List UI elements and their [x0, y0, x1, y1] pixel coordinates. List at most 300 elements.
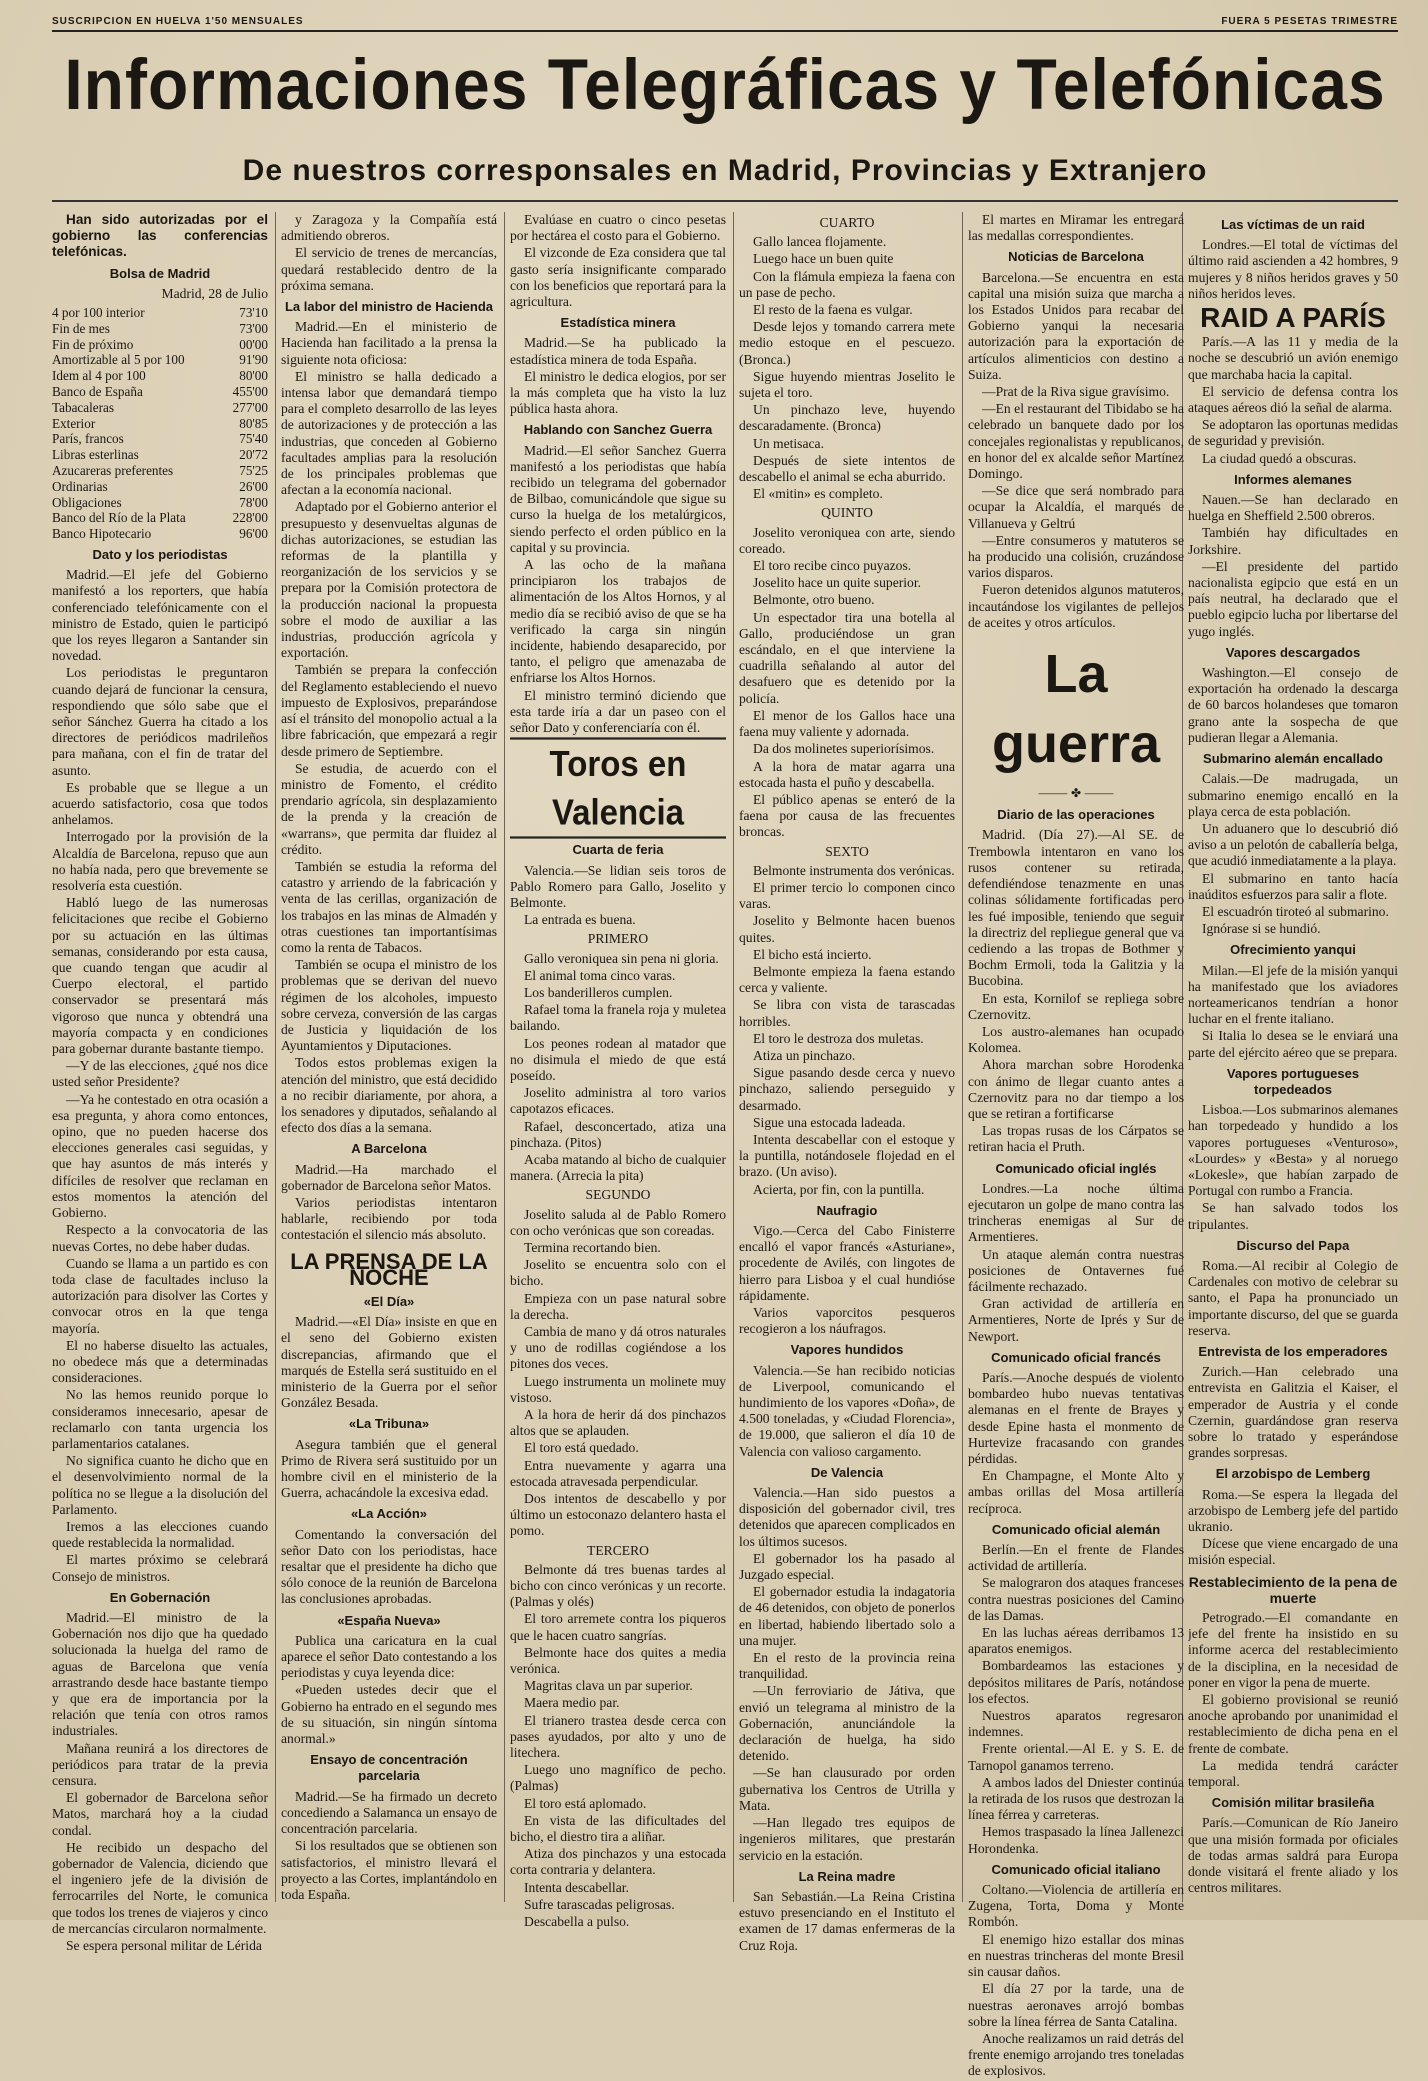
paragraph: Se espera personal militar de Lérida [66, 1938, 262, 1954]
stock-value: 80'85 [239, 415, 268, 431]
paragraph: Fueron detenidos algunos matuteros, incautándose los vigilantes de pellejos de aceites y otros artículos. [968, 582, 1184, 630]
paragraph: Joselito se encuentra solo con el bicho. [510, 1257, 726, 1289]
table-row [52, 352, 268, 368]
paragraph: Termina recortando bien. [524, 1239, 661, 1255]
paragraph: París.—Anoche después de violento bombardeo hubo nuevas tentativas alemanas en el frente de Brayes y desde Epine hasta el monmento de Hurtevize fracasando con grandes pérdidas. [968, 1369, 1184, 1466]
paragraph: El servicio de defensa contra los ataques aéreos dió la señal de alarma. [1188, 383, 1398, 416]
paragraph: Valencia.—Se han recibido noticias de Liverpool, comunicando el hundimiento de los vapores «Doña», de 4.500 toneladas, y «Ciudad Florencia», de 19.000, que salieron el día 10 de Valencia con valioso cargamento. [739, 1362, 955, 1459]
stock-name: París, francos [52, 431, 124, 447]
paragraph: El trianero trastea desde cerca con pases ayudados, por alto y uno de litechera. [510, 1712, 726, 1761]
paragraph: He recibido un despacho del gobernador de Valencia, diciendo que el ingeniero jefe de la división de ferrocarriles del Norte, le comunica que todos los trenes de viajeros y cinco de mercancías circularon normalmente. [52, 1839, 268, 1936]
article-body [281, 1162, 497, 1244]
bull-heading: CUARTO [819, 215, 875, 230]
paragraph: Si Italia lo desea se le enviará una parte del ejército aéreo que se prepara. [1188, 1028, 1398, 1060]
article-body [281, 212, 497, 294]
paragraph: —Han llegado tres equipos de ingenieros militares, que prestarán servicio en la estación. [739, 1815, 955, 1863]
stock-value: 80'00 [239, 368, 268, 384]
paragraph: Acierta, por fin, con la puntilla. [753, 1181, 925, 1197]
paragraph: El toro arremete contra los piqueros que le hacen cuatro sangrías. [510, 1611, 726, 1643]
paragraph: El enemigo hizo estallar dos minas en nuestras trincheras del monte Bresil sin causar daños. [968, 1931, 1184, 1980]
article-body [1188, 1487, 1398, 1569]
article-body [1188, 665, 1398, 746]
article-body [739, 1363, 955, 1460]
paragraph: Adaptado por el Gobierno anterior el presupuesto y desenvueltas algunas de dichas autorizaciones, se estudian las reformas de la plantilla y reorganización de los servicios y se prepara por la Comisión protectora de la producción nacional la propuesta sobre el modo de auxiliar a las industrias, producción agrícola y exportación. [281, 499, 497, 661]
stock-name: Banco del Río de la Plata [52, 510, 186, 526]
paragraph: París.—A las 11 y media de la noche se descubrió un avión enemigo que marchaba hacia la capital. [1188, 334, 1398, 382]
section-heading: En Gobernación [109, 1589, 211, 1605]
paragraph: Valencia.—Se lidian seis toros de Pablo Romero para Gallo, Joselito y Belmonte. [510, 862, 726, 910]
section-heading: «La Tribuna» [348, 1416, 430, 1432]
paragraph: Roma.—Se espera la llegada del arzobispo de Lemberg jefe del partido ukranio. [1188, 1486, 1398, 1535]
section-heading: Entrevista de los emperadores [1198, 1344, 1388, 1359]
section-heading: Naufragio [816, 1202, 878, 1218]
paragraph: Coltano.—Violencia de artillería en Zugena, Torta, Doma y Monte Rombón. [968, 1882, 1184, 1930]
paragraph: El toro le destroza dos muletas. [753, 1030, 924, 1046]
paragraph: Berlín.—En el frente de Flandes actividad de artillería. [968, 1542, 1184, 1574]
paragraph: A la hora de herir dá dos pinchazos altos que se aplauden. [510, 1407, 726, 1439]
paragraph: En vista de las dificultades del bicho, el diestro tira a aliñar. [510, 1812, 726, 1845]
paragraph: Acaba matando al bicho de cualquier manera. (Arrecia la pita) [510, 1151, 726, 1184]
section-heading: Vapores hundidos [790, 1342, 904, 1358]
paragraph: Sigue huyendo mientras Joselito le sujeta el toro. [739, 368, 955, 401]
paragraph: A la hora de matar agarra una estocada hasta el puño y descabella. [739, 758, 955, 790]
section-heading: La labor del ministro de Hacienda [284, 299, 494, 315]
article-body [510, 1207, 726, 1540]
paragraph: El martes próximo se celebrará Consejo de ministros. [52, 1552, 268, 1584]
paragraph: Madrid.—El jefe del Gobierno manifestó a los reporters, que había conferenciado telefónicamente con el ministro de Estado, quien le participó que los reyes llegaron a Santander sin novedad. [52, 567, 268, 664]
paragraph: Respecto a la convocatoria de las nuevas Cortes, no debe haber dudas. [52, 1222, 268, 1254]
paragraph: El no haberse disuelto las actuales, no obedece más que a determinadas consideraciones. [52, 1337, 268, 1386]
paragraph: El bicho está incierto. [753, 946, 872, 962]
paragraph: Las tropas rusas de los Cárpatos se retiran hacia el Pruth. [968, 1123, 1184, 1155]
paragraph: El animal toma cinco varas. [524, 967, 676, 983]
subscription-outside: FUERA 5 PESETAS TRIMESTRE [1221, 16, 1398, 27]
paragraph: También se estudia la reforma del catastro y arriendo de la fabricación y venta de las cerillas, organización de los trabajos en las minas de Almadén y otras cuestiones tan importantísimas como la renta de Tabacos. [281, 858, 497, 955]
section-heading: De Valencia [810, 1464, 884, 1480]
stock-name: Banco Hipotecario [52, 526, 152, 542]
paragraph: Con la flámula empieza la faena con un pase de pecho. [739, 268, 955, 300]
article-body [968, 212, 1184, 244]
article-body [968, 270, 1184, 631]
dateline: Madrid, 28 de Julio [161, 285, 268, 301]
paragraph: En esta, Kornilof se repliega sobre Czernovitz. [968, 990, 1184, 1022]
section-heading: Discurso del Papa [1236, 1237, 1350, 1253]
paragraph: Se estudia, de acuerdo con el ministro de Fomento, el crédito prendario agrícola, sin desplazamiento de la prenda y la creación de «warrans», que permita dar fluidez al crédito. [281, 760, 497, 857]
paragraph: La medida tendrá carácter temporal. [1188, 1757, 1398, 1790]
paragraph: Joselito administra al toro varios capotazos eficaces. [510, 1085, 726, 1117]
article-body [1188, 963, 1398, 1061]
section-heading: Informes alemanes [1234, 471, 1352, 487]
paragraph: —El presidente del partido nacionalista egipcio que está en un país neutral, ha declarado que el pueblo egipcio lucha por libertarse del yugo inglés. [1188, 558, 1398, 639]
paragraph: Comentando la conversación del señor Dato con los periodistas, hace resaltar que el presidente ha dicho que sólo conoce de la reunión de Barcelona las conclusiones aprobadas. [281, 1526, 497, 1607]
paragraph: Publica una caricatura en la cual aparece el señor Dato contestando a los periodistas y cuya leyenda dice: [281, 1632, 497, 1681]
paragraph: Desde lejos y tomando carrera mete medio estoque en el pescuezo. (Bronca.) [739, 319, 955, 367]
paragraph: Joselito saluda al de Pablo Romero con ocho verónicas que son coreadas. [510, 1206, 726, 1238]
paragraph: Belmonte hace dos quites a media verónica. [510, 1644, 726, 1677]
paragraph: Rafael toma la franela roja y muletea bailando. [510, 1002, 726, 1034]
article-body [968, 1181, 1184, 1345]
paragraph: Madrid.—Ha marchado el gobernador de Barcelona señor Matos. [281, 1161, 497, 1193]
article-body [1188, 1364, 1398, 1461]
article-body [1188, 1815, 1398, 1896]
paragraph: El «mitin» es completo. [753, 486, 883, 502]
paragraph: No las hemos reunido porque lo consideramos innecesario, apesar de reclamarlo con tanta urgencia los parlamentarios catalanes. [52, 1387, 268, 1451]
table-row [52, 510, 268, 526]
article-body [281, 319, 497, 1136]
masthead-bar [52, 16, 1398, 32]
article-body [1188, 334, 1398, 467]
paragraph: —Se dice que será nombrado para ocupar la Alcaldía, el marqués de Villanueva y Geltrú [968, 483, 1184, 531]
paragraph: Si los resultados que se obtienen son satisfactorios, el ministro llevará el proyecto a las Cortes, implantándolo en toda España. [281, 1838, 497, 1902]
article-body [1188, 1258, 1398, 1339]
section-heading: Restablecimiento de la pena de muerte [1188, 1573, 1398, 1606]
paragraph: Magritas clava un par superior. [524, 1678, 693, 1694]
table-row [52, 400, 268, 416]
paragraph: Todos estos problemas exigen la atención del ministro, que está decidido a no recibir diariamente, por ahora, a los senadores y diputados, señalando al efecto dos días a la semana. [281, 1055, 497, 1136]
paragraph: Joselito hace un quite superior. [753, 575, 921, 591]
paragraph: —Un ferroviario de Játiva, que envió un telegrama al ministro de la Gobernación, anunciándole la declaración de huelga, ha sido detenido. [739, 1683, 955, 1764]
table-row [52, 479, 268, 495]
section-heading: Comisión militar brasileña [1211, 1795, 1375, 1811]
table-row [52, 384, 268, 400]
paragraph: Habló luego de las numerosas felicitaciones que recibe el Gobierno por su actuación en las últimas semanas, considerando por esta causa, que cuando tengan que acudir al Cuerpo electoral, el partido conservador se presentará más vigoroso que nunca y obtendrá una mayoría compacta y en condiciones para gobernar durante bastante tiempo. [52, 895, 268, 1057]
section-heading: Dato y los periodistas [92, 546, 228, 562]
paragraph: No significa cuanto he dicho que en el desenvolvimiento normal de la política no se llegue a la disolución del Parlamento. [52, 1453, 268, 1517]
paragraph: Nuestros aparatos regresaron indemnes. [968, 1708, 1184, 1740]
bull-heading: QUINTO [821, 505, 873, 521]
paragraph: Varios periodistas intentaron hablarle, recibiendo por toda contestación el silencio más absoluto. [281, 1194, 497, 1243]
section-banner: Toros en Valencia [510, 738, 726, 839]
paragraph: Empieza con un pase natural sobre la derecha. [510, 1290, 726, 1322]
paragraph: —Entre consumeros y matuteros se ha producido una colisión, cruzándose varios disparos. [968, 532, 1184, 581]
paragraph: El gobernador estudia la indagatoria de 46 detenidos, con objeto de ponerlos en libertad, habiendo libertado solo a una mujer. [739, 1584, 955, 1648]
stock-value: 73'00 [239, 320, 268, 336]
paragraph: El toro está aplomado. [524, 1795, 647, 1811]
paragraph: Después de siete intentos de descabello el animal se echa aburrido. [739, 452, 955, 485]
stock-value: 455'00 [232, 384, 268, 399]
article-body [510, 863, 726, 929]
paragraph: Sigue una estocada ladeada. [753, 1114, 906, 1130]
stock-value: 75'40 [239, 431, 268, 447]
stock-name: Idem al 4 por 100 [52, 368, 146, 384]
paragraph: Un metisaca. [753, 435, 824, 451]
article-body [739, 1223, 955, 1337]
section-heading: Hablando con Sanchez Guerra [523, 422, 713, 438]
paragraph: Gran actividad de artillería en Armentieres, Norte de Iprés y Sur de Newport. [968, 1296, 1184, 1344]
paragraph: El gobernador los ha pasado al Juzgado especial. [739, 1550, 955, 1583]
column-2 [281, 212, 497, 1904]
article-body [510, 951, 726, 1185]
article-body [1188, 1102, 1398, 1233]
section-heading: Comunicado oficial alemán [991, 1521, 1161, 1537]
column-4 [739, 212, 955, 1955]
paragraph: —Se han clausurado por orden gubernativa los Centros de Utrilla y Mata. [739, 1765, 955, 1813]
section-heading: Comunicado oficial inglés [995, 1160, 1157, 1176]
paragraph: El submarino en tanto hacía inaúditos esfuerzos para salir a flote. [1188, 870, 1398, 902]
paragraph: Los austro-alemanes han ocupado Kolomea. [968, 1023, 1184, 1056]
section-banner: La guerra [991, 644, 1161, 775]
intro-notice: Han sido autorizadas por el gobierno las conferencias telefónicas. [52, 212, 268, 260]
stock-name: Ordinarias [52, 478, 108, 494]
section-heading: Comunicado oficial francés [991, 1349, 1161, 1365]
paragraph: Valencia.—Han sido puestos a disposición del gobernador civil, tres detenidos que aparecen complicados en los últimos sucesos. [739, 1485, 955, 1549]
column-divider [733, 212, 734, 1902]
stock-name: Azucareras preferentes [52, 462, 174, 478]
stock-table [52, 305, 268, 542]
paragraph: Los periodistas le preguntaron cuando dejará de funcionar la censura, respondiendo que sólo sabe que el señor Sánchez Guerra ha citado a los directores de periódicos madrileños para mañana, con el fin de tratar del asunto. [52, 665, 268, 778]
article-body [510, 1562, 726, 1930]
section-heading: Bolsa de Madrid [109, 265, 211, 281]
paragraph: En el resto de la provincia reina tranquilidad. [739, 1650, 955, 1682]
paragraph: Se libra con vista de tarascadas horribles. [739, 997, 955, 1029]
paragraph: El ministro se halla dedicado a intensa labor que demandará tiempo para el completo desarrollo de las leyes de autorizaciones y de protección a las industrias, que conceden al Gobierno facultades amplias para la resolución de los principales problemas que afectan a la economía nacional. [281, 368, 497, 498]
paragraph: Un espectador tira una botella al Gallo, produciéndose un gran escándalo, en el que interviene la cuadrilla señalando al autor del desafuero que es detenido por la policía. [739, 609, 955, 706]
paragraph: Lisboa.—Los submarinos alemanes han torpedeado y hundido a los vapores portugueses «Venturoso», «Lourdes» y «Besta» y al noruego «Lokesle», que habían zarpado de Portugal con rumbo a Francia. [1188, 1102, 1398, 1199]
section-banner: RAID A PARÍS [1200, 302, 1386, 334]
paragraph: A las ocho de la mañana principiaron los trabajos de alimentación de los Altos Hornos, y al medio día se recibió aviso de que se ha verificado la carga sin ningún incidente, habiendo desaparecido, por tanto, el peligro que amenazaba de enfriarse los Altos Hornos. [510, 557, 726, 686]
article-body [968, 827, 1184, 1155]
paragraph: Bombardeamos las estaciones y depósitos militares de París, notándose los efectos. [968, 1658, 1184, 1706]
paragraph: El escuadrón tiroteó al submarino. [1202, 903, 1389, 919]
paragraph: Vigo.—Cerca del Cabo Finisterre encalló el vapor francés «Asturiane», procedente de Avilés, con lingotes de hierro para Lisboa y el cual hundióse rápidamente. [739, 1222, 955, 1303]
stock-name: Banco de España [52, 384, 143, 399]
article-body [1188, 492, 1398, 640]
table-row [52, 526, 268, 542]
paragraph: Belmonte instrumenta dos verónicas. [753, 862, 955, 878]
section-banner: LA PRENSA DE LA NOCHE [290, 1248, 488, 1290]
paragraph: La entrada es buena. [524, 912, 636, 928]
paragraph: Frente oriental.—Al E. y S. E. de Tarnopol ganamos terreno. [968, 1741, 1184, 1773]
article-body [52, 1610, 268, 1954]
stock-value: 78'00 [239, 494, 268, 510]
paragraph: y Zaragoza y la Compañía está admitiendo obreros. [281, 212, 497, 244]
stock-name: 4 por 100 interior [52, 305, 145, 321]
stock-value: 00'00 [239, 336, 268, 352]
section-heading: Diario de las operaciones [997, 807, 1155, 823]
table-row [52, 495, 268, 511]
section-heading: Ofrecimiento yanqui [1230, 942, 1356, 958]
stock-value: 75'25 [239, 462, 268, 478]
paragraph: A ambos lados del Dniester continúa la retirada de los rusos que destrozan la línea férrea y carreteras. [968, 1774, 1184, 1823]
table-row [52, 431, 268, 447]
paragraph: Asegura también que el general Primo de Rivera será sustituido por un hombre civil en el ministerio de la Guerra, achacándole la excesiva edad. [281, 1436, 497, 1501]
paragraph: —Y de las elecciones, ¿qué nos dice usted señor Presidente? [52, 1058, 268, 1090]
article-body [281, 1314, 497, 1411]
page-headline: Informaciones Telegráficas y Telefónicas [64, 44, 1386, 124]
paragraph: Madrid.—En el ministerio de Hacienda han facilitado a la prensa la siguiente nota oficiosa: [281, 319, 497, 367]
bull-heading: PRIMERO [587, 931, 649, 947]
paragraph: Es probable que se llegue a un acuerdo satisfactorio, cosa que todos anhelamos. [52, 779, 268, 828]
stock-value: 96'00 [239, 526, 268, 542]
paragraph: Intenta descabellar. [524, 1879, 629, 1895]
column-5 [968, 212, 1184, 2081]
article-body [510, 335, 726, 417]
paragraph: Se han salvado todos los tripulantes. [1188, 1200, 1398, 1232]
table-row [52, 368, 268, 384]
section-heading: Comunicado oficial italiano [991, 1861, 1161, 1877]
paragraph: El primer tercio lo componen cinco varas. [739, 879, 955, 912]
paragraph: Atiza un pinchazo. [753, 1047, 856, 1063]
paragraph: Cambia de mano y dá otros naturales y uno de rodillas cogiéndose a los pitones dos veces. [510, 1323, 726, 1372]
paragraph: En las luchas aéreas derribamos 13 aparatos enemigos. [968, 1625, 1184, 1657]
paragraph: Madrid.—Se ha publicado la estadística minera de toda España. [510, 335, 726, 367]
paragraph: Madrid.—El ministro de la Gobernación nos dijo que ha quedado solucionada la huelga del ramo de aguas de Barcelona que venía arrastrando desde hace bastante tiempo y que era de importancia por la relación que tenía con otros ramos industriales. [52, 1609, 268, 1739]
paragraph: Atiza dos pinchazos y una estocada corta contraria y delantera. [510, 1846, 726, 1878]
paragraph: Petrogrado.—El comandante en jefe del frente ha insistido en su informe acerca del restablecimiento de la disciplina, en la necesidad de poner en vigor la pena de muerte. [1188, 1610, 1398, 1690]
paragraph: Washington.—El consejo de exportación ha ordenado la descarga de 60 barcos holandeses que tomaron grano ante la sospecha de que pudieran llegar a Alemania. [1188, 665, 1398, 745]
section-heading: Las víctimas de un raid [1221, 217, 1365, 232]
article-body [52, 567, 268, 1585]
paragraph: Gallo lancea flojamente. [753, 234, 887, 250]
bull-heading: TERCERO [587, 1542, 649, 1558]
paragraph: Sufre tarascadas peligrosas. [524, 1896, 675, 1912]
paragraph: Zurich.—Han celebrado una entrevista en Galitzia el Kaiser, el emperador de Austria y el conde Czernin, guardándose gran reserva sobre lo tratado y esperándose grandes sorpresas. [1188, 1364, 1398, 1461]
paragraph: Luego instrumenta un molinete muy vistoso. [510, 1373, 726, 1405]
paragraph: Maera medio par. [524, 1695, 620, 1711]
stock-name: Obligaciones [52, 494, 122, 510]
paragraph: Se malograron dos ataques franceses contra nuestras posiciones del Camino de las Damas. [968, 1575, 1184, 1623]
paragraph: Milan.—El jefe de la misión yanqui ha manifestado que los aviadores norteamericanos tendrían a honor luchar en el frente italiano. [1188, 962, 1398, 1027]
paragraph: Ignórase si se hundió. [1202, 921, 1321, 937]
paragraph: Calais.—De madrugada, un submarino enemigo encalló en la playa cerca de esta población. [1188, 771, 1398, 819]
article-body [1188, 771, 1398, 937]
paragraph: El servicio de trenes de mercancías, quedará restablecido dentro de la próxima semana. [281, 245, 497, 293]
paragraph: Cuando se llama a un partido es con toda clase de facultades incluso la autorización para disolver las Cortes y convocar otros en la que tenga mayoría. [52, 1255, 268, 1336]
paragraph: Nauen.—Se han declarado en huelga en Sheffield 2.500 obreros. [1188, 492, 1398, 524]
paragraph: En Champagne, el Monte Alto y ambas orillas del Mosa artillería recíproca. [968, 1468, 1184, 1516]
paragraph: Los peones rodean al matador que no disimula el miedo de que está poseído. [510, 1035, 726, 1083]
paragraph: Mañana reunirá a los directores de periódicos para tratar de la previa censura. [52, 1740, 268, 1788]
paragraph: Madrid.—El señor Sanchez Guerra manifestó a los periodistas que había recibido un telegrama del gobernador de Bilbao, comunicándole que sigue su curso la huelga de los metalúrgicos, siendo perfecto el orden público en la capital y su provincia. [510, 442, 726, 555]
paragraph: —Ya he contestado en otra ocasión a esa pregunta, y ahora como entonces, opino, que no pueden hacerse dos elecciones generales casi seguidas, y que hay asuntos de más interés y difíciles de resolver que reclaman en estos momentos la atención del Gobierno. [52, 1091, 268, 1221]
bull-heading: SEXTO [825, 843, 869, 859]
article-body [739, 1485, 955, 1864]
paragraph: El resto de la faena es vulgar. [753, 302, 913, 318]
column-divider [962, 212, 963, 1902]
stock-value: 20'72 [239, 447, 268, 463]
paragraph: —Prat de la Riva sigue gravísimo. [982, 384, 1170, 400]
paragraph: El gobernador de Barcelona señor Matos, marchará hoy a la ciudad condal. [52, 1790, 268, 1838]
paragraph: El público apenas se enteró de la faena por causa de las frecuentes broncas. [739, 791, 955, 840]
stock-value: 277'00 [232, 399, 268, 415]
paragraph: Gallo veroniquea sin pena ni gloria. [524, 950, 719, 966]
paragraph: Belmonte dá tres buenas tardes al bicho con cinco verónicas y un recorte. (Palmas y olés) [510, 1561, 726, 1610]
paragraph: Un pinchazo leve, huyendo descaradamente. (Bronca) [739, 402, 955, 434]
paragraph: Un aduanero que lo descubrió dió aviso a un pelotón de caballería belga, que acudió inmediatamente a la playa. [1188, 820, 1398, 869]
paragraph: Madrid.—«El Día» insiste en que en el seno del Gobierno existen discrepancias, afirmando que el marqués de Estella será sustituido en el ministerio de la Guerra por el señor González Besada. [281, 1314, 497, 1411]
section-heading: La Reina madre [798, 1868, 896, 1884]
paragraph: El ministro le dedica elogios, por ser la más completa que ha visto la luz pública hasta ahora. [510, 368, 726, 417]
paragraph: La ciudad quedó a obscuras. [1202, 450, 1357, 466]
paragraph: Joselito veroniquea con arte, siendo coreado. [739, 524, 955, 556]
section-heading: A Barcelona [351, 1141, 427, 1157]
paragraph: Belmonte, otro bueno. [753, 592, 875, 608]
ornament: ⸻ ✤ ⸻ [1038, 786, 1114, 801]
paragraph: Sigue pasando desde cerca y nuevo pinchazo, saliendo perseguido y desarmado. [739, 1065, 955, 1113]
paragraph: También se prepara la confección del Reglamento estableciendo el nuevo impuesto de Explosivos, preparándose así el tránsito del monopolio actual a la libre fabricación, que empezará a regir desde primero de Septiembre. [281, 662, 497, 759]
paragraph: También hay dificultades en Jorkshire. [1188, 525, 1398, 557]
article-body [739, 525, 955, 841]
paragraph: El ministro terminó diciendo que esta tarde iría a dar un paseo con el señor Dato y conferenciaría con él. [510, 687, 726, 736]
paragraph: Evalúase en cuatro o cinco pesetas por hectárea el costo para el Gobierno. [510, 212, 726, 244]
header-rule [52, 200, 1398, 202]
paragraph: Joselito y Belmonte hacen buenos quites. [739, 913, 955, 945]
stock-name: Exterior [52, 415, 96, 431]
paragraph: El gobierno provisional se reunió anoche aprobando por unanimidad el restablecimiento de dicha pena en el frente de combate. [1188, 1692, 1398, 1756]
stock-value: 228'00 [232, 510, 268, 526]
article-body [968, 1542, 1184, 1857]
section-heading: Vapores portugueses torpedeados [1226, 1065, 1360, 1097]
article-body [281, 1527, 497, 1608]
column-6 [1188, 212, 1398, 1898]
section-heading: Noticias de Barcelona [1008, 249, 1144, 265]
paragraph: Anoche realizamos un raid detrás del frente enemigo arrojando tres toneladas de explosivos. [968, 2030, 1184, 2079]
paragraph: Iremos a las elecciones cuando quede restablecida la normalidad. [52, 1518, 268, 1551]
table-row [52, 416, 268, 432]
paragraph: Da dos molinetes superiorísimos. [753, 741, 935, 757]
paragraph: Se adoptaron las oportunas medidas de seguridad y previsión. [1188, 417, 1398, 449]
paragraph: Los banderilleros cumplen. [524, 984, 673, 1000]
section-heading: Ensayo de concentración parcelaria [310, 1752, 468, 1784]
section-heading: «España Nueva» [337, 1612, 441, 1628]
paragraph: Belmonte empieza la faena estando cerca y valiente. [739, 963, 955, 996]
bull-heading: SEGUNDO [585, 1187, 651, 1203]
page-subheadline: De nuestros corresponsales en Madrid, Provincias y Extranjero [242, 154, 1208, 187]
article-body [281, 1789, 497, 1903]
paragraph: Un ataque alemán contra nuestras posiciones de Ontavernes fué fácilmente rechazado. [968, 1246, 1184, 1294]
article-body [739, 1889, 955, 1954]
section-heading: «La Acción» [350, 1506, 428, 1522]
paragraph: Luego uno magnífico de pecho. (Palmas) [510, 1762, 726, 1794]
paragraph: El toro está quedado. [524, 1440, 639, 1456]
subscription-local: SUSCRIPCION EN HUELVA 1'50 MENSUALES [52, 16, 304, 27]
paragraph: Rafael, desconcertado, atiza una pinchaza. (Pitos) [510, 1118, 726, 1150]
paragraph: Dícese que viene encargado de una misión especial. [1188, 1536, 1398, 1568]
stock-name: Tabacaleras [52, 399, 115, 415]
column-3 [510, 212, 726, 1931]
column-divider [504, 212, 505, 1902]
paragraph: Ahora marchan sobre Horodenka con ánimo de llegar cuanto antes a Czernovitz para no dar tiempo a los que se retiran a fortificarse [968, 1057, 1184, 1121]
paragraph: El menor de los Gallos hace una faena muy valiente y adornada. [739, 707, 955, 740]
section-heading: «El Día» [363, 1294, 415, 1309]
paragraph: Madrid.—Se ha firmado un decreto concediendo a Salamanca un ensayo de concentración parcelaria. [281, 1788, 497, 1837]
paragraph: El martes en Miramar les entregará las medallas correspondientes. [968, 212, 1184, 244]
paragraph: También se ocupa el ministro de los problemas que se derivan del nuevo régimen de los alcoholes, impuesto sobre cerveza, conversión de las cargas de Justicia y liquidación de los Ayuntamientos y Diputaciones. [281, 957, 497, 1054]
paragraph: Intenta descabellar con el estoque y la puntilla, notándosele flojedad en el brazo. (Un aviso). [739, 1131, 955, 1180]
stock-name: Fin de mes [52, 320, 110, 336]
stock-value: 91'90 [239, 352, 268, 368]
paragraph: Londres.—La noche última ejecutaron un golpe de mano contra las trincheras enemigas al Sur de Armentieres. [968, 1180, 1184, 1245]
column-1 [52, 212, 268, 1955]
article-body [968, 1370, 1184, 1517]
paragraph: París.—Comunican de Río Janeiro que una misión formada por oficiales de todas armas saldrá para Europa donde visitará el frente aliado y los centros militares. [1188, 1815, 1398, 1896]
paragraph: Descabella a pulso. [524, 1914, 630, 1930]
article-body [281, 1633, 497, 1747]
stock-name: Fin de próximo [52, 336, 134, 352]
paragraph: —En el restaurant del Tibidabo se ha celebrado un banquete dado por los concejales regionalistas y republicanos, en honor del ex alcalde señor Martínez Domingo. [968, 401, 1184, 482]
paragraph: San Sebastián.—La Reina Cristina estuvo presenciando en el Instituto el examen de 17 damas enfermeras de la Cruz Roja. [739, 1888, 955, 1953]
paragraph: Varios vaporcitos pesqueros recogieron a los náufragos. [739, 1305, 955, 1337]
paragraph: El día 27 por la tarde, una de nuestras aeronaves arrojó bombas sobre la línea férrea de Santa Catalina. [968, 1981, 1184, 2029]
paragraph: Barcelona.—Se encuentra en esta capital una misión suiza que marcha a los Estados Unidos para recabar del Gobierno yanqui la necesaria autorización para la exportación de artículos alimenticios con destino a Suiza. [968, 269, 1184, 382]
table-row [52, 463, 268, 479]
table-row [52, 305, 268, 321]
article-body [510, 212, 726, 310]
article-body [1188, 237, 1398, 302]
stock-name: Libras esterlinas [52, 447, 139, 463]
section-heading: Cuarta de feria [572, 842, 664, 858]
table-row [52, 447, 268, 463]
